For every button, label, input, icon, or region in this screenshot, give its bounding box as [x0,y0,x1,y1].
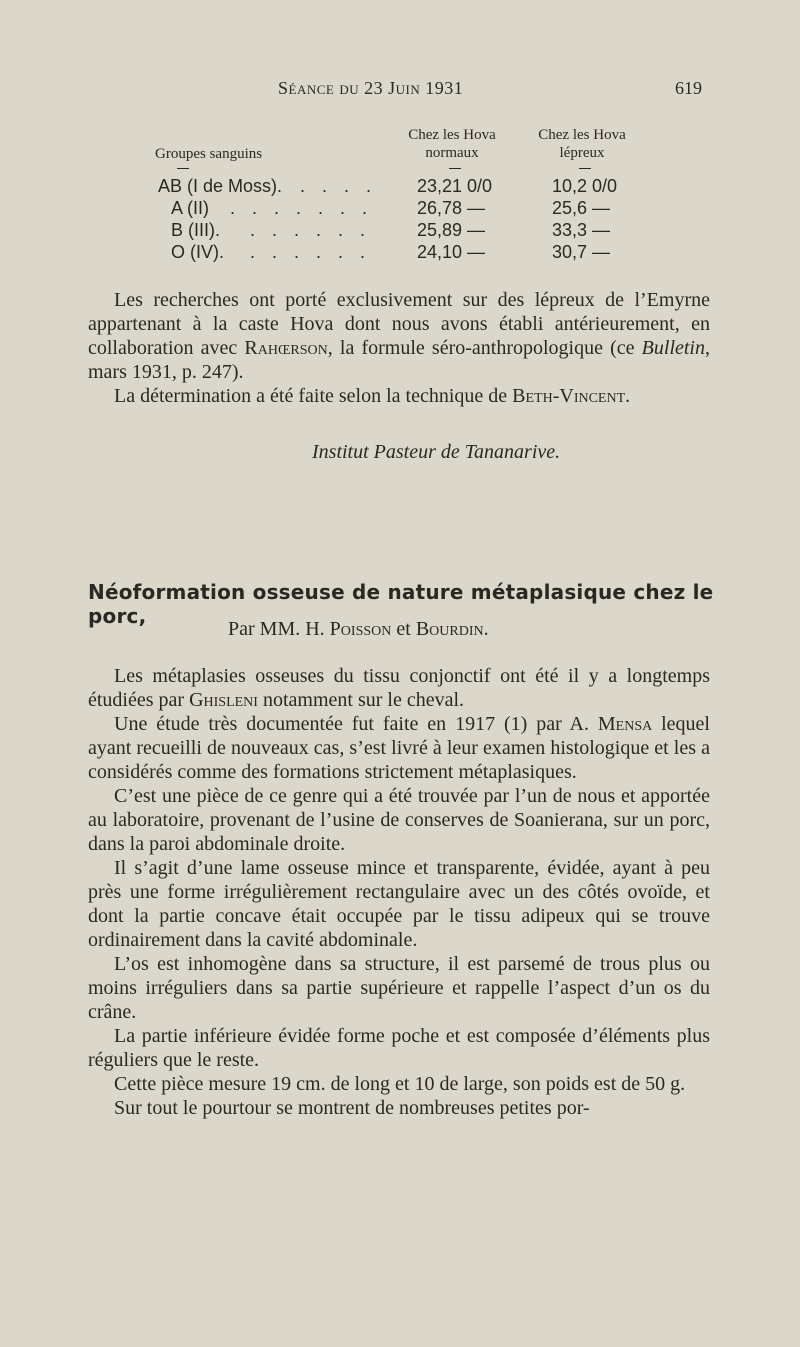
header-rule [449,168,461,169]
cell-group: O (IV). [171,242,224,262]
table-header-normaux-line2: normaux [425,145,479,161]
author-name: Ghisleni [189,689,258,711]
paragraph-results [88,288,710,408]
paragraph: Cette pièce mesure 19 cm. de long et 10 de large, son poids est de 50 g. [114,1073,686,1095]
table-row [155,220,655,242]
running-title: Séance du 23 Juin 1931 [278,78,464,98]
paragraph: Il s’agit d’une lame osseuse mince et transparente, évidée, ayant à peu près une forme irrégulièrement rectangulaire avec un des côtés ovoïde, et dont la partie concave était occupée par le tissu adipeux qui se trouve ordinairement dans la cavité abdominale. [88,857,710,951]
cell-leader-dots: . . . . . . [250,220,372,240]
paragraph: L’os est inhomogène dans sa structure, il est parsemé de trous plus ou moins irréguliers dans sa partie supérieure et rappelle l’aspect d’un os du crâne. [88,953,710,1023]
paragraph: Sur tout le pourtour se montrent de nombreuses petites por- [114,1097,590,1119]
text-run: Par MM. H. [228,618,330,640]
paragraph [88,384,710,408]
cell-normaux: 24,10 — [417,242,486,262]
text-run: Une étude très documentée fut faite en 1917 (1) par A. [114,713,598,735]
journal-title: Bulletin [641,337,705,359]
cell-leader-dots: . . . . [300,176,378,196]
cell-group: AB (I de Moss). [158,176,283,196]
header-rule [579,168,591,169]
text-run: La détermination a été faite selon la technique de [114,385,513,407]
article-body [88,664,710,1120]
article-title: Néoformation osseuse de nature métaplasique chez le porc, [88,580,714,628]
author-name: Rahœrson [244,337,328,359]
table-row [155,198,655,220]
cell-leader-dots: . . . . . . [250,242,372,262]
cell-lepreux: 33,3 — [552,220,611,240]
cell-lepreux: 25,6 — [552,198,611,218]
cell-lepreux: 30,7 — [552,242,611,262]
paragraph: C’est une pièce de ce genre qui a été trouvée par l’un de nous et apportée au laboratoire, provenant de l’usine de conserves de Soanierana, sur un porc, dans la paroi abdominale droite. [88,785,710,855]
text-run: notamment sur le cheval. [257,689,465,711]
table-header-lepreux-line1: Chez les Hova [538,127,626,143]
cell-normaux: 26,78 — [417,198,486,218]
author-name: Beth-Vincent [512,385,626,407]
page-number: 619 [675,78,702,98]
table-header-normaux [387,126,517,162]
article-byline [228,618,489,641]
paragraph [88,288,710,384]
paragraph [88,712,710,784]
cell-group: B (III). [171,220,220,240]
text-run: Les recherches ont porté exclusivement sur des lépreux de l’Emyrne appartenant à la caste Hova dont nous avons établi antérieurement, en collaboration avec [88,289,710,359]
table-header-lepreux-line2: lépreux [559,145,605,161]
institute-signature: Institut Pasteur de Tananarive. [312,441,561,463]
text-run: , mars 1931, p. 247). [88,337,710,383]
paragraph [88,664,710,712]
text-run: . [625,385,631,407]
author-name: Poisson [329,618,392,640]
cell-normaux: 23,21 0/0 [417,176,493,196]
text-run: . [483,618,489,640]
text-run: , la formule séro-anthropologique (ce [327,337,642,359]
text-run: et [391,618,416,640]
cell-lepreux: 10,2 0/0 [552,176,618,196]
table-header-groups: Groupes sanguins [155,146,263,162]
cell-leader-dots: . . . . . . . [230,198,374,218]
cell-normaux: 25,89 — [417,220,486,240]
table-header-normaux-line1: Chez les Hova [408,127,496,143]
table-row [155,176,655,198]
paragraph: La partie inférieure évidée forme poche et est composée d’éléments plus réguliers que le reste. [88,1025,710,1071]
text-run: Les métaplasies osseuses du tissu conjonctif ont été il y a longtemps étudiées par [88,665,710,711]
table-header-lepreux [517,126,647,162]
author-name: Mensa [597,713,653,735]
header-rule [177,168,189,169]
table-row [155,242,655,264]
page-header [0,78,800,102]
author-name: Bourdin [415,618,484,640]
cell-group: A (II) [171,198,210,218]
text-run: lequel ayant recueilli de nouveaux cas, s’est livré à leur examen histologique et les a considérés comme des formations strictement métaplasiques. [88,713,710,783]
